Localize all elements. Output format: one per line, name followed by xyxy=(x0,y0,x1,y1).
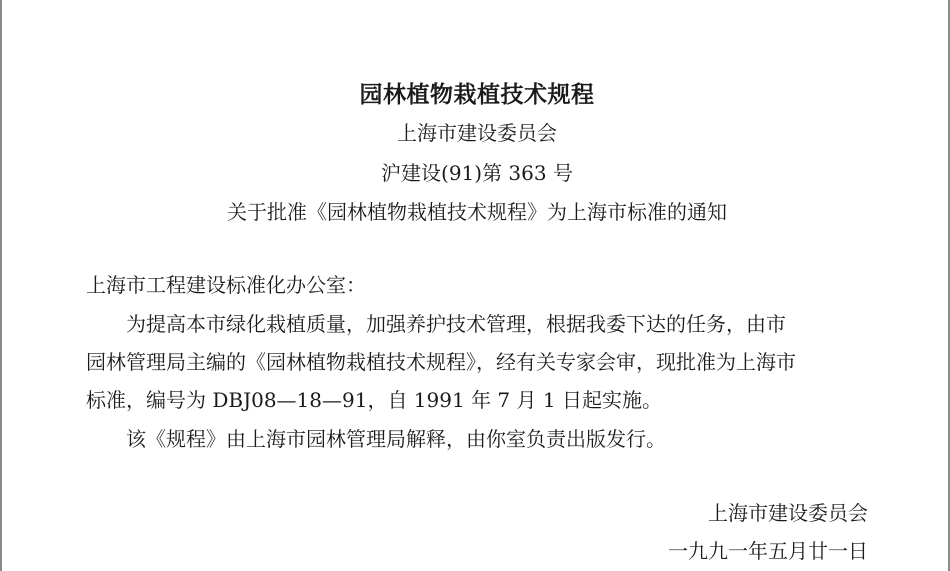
document-number: 沪建设(91)第 363 号 xyxy=(381,161,573,185)
paragraph-2: 该《规程》由上海市园林管理局解释，由你室负责出版发行。 xyxy=(126,427,666,451)
addressee: 上海市工程建设标准化办公室： xyxy=(86,273,366,297)
paragraph-1-line-1: 为提高本市绿化栽植质量，加强养护技术管理，根据我委下达的任务，由市 xyxy=(126,312,786,336)
signature-date: 一九九一年五月廿一日 xyxy=(668,539,868,563)
signature-organization: 上海市建设委员会 xyxy=(708,501,868,525)
notice-title: 关于批准《园林植物栽植技术规程》为上海市标准的通知 xyxy=(227,200,727,224)
paragraph-1-line-2: 园林管理局主编的《园林植物栽植技术规程》，经有关专家会审，现批准为上海市 xyxy=(86,350,796,374)
paragraph-1-line-3: 标准，编号为 DBJ08—18—91，自 1991 年 7 月 1 日起实施。 xyxy=(86,388,662,412)
document-title: 园林植物栽植技术规程 xyxy=(359,82,595,108)
issuer-name: 上海市建设委员会 xyxy=(397,121,557,145)
